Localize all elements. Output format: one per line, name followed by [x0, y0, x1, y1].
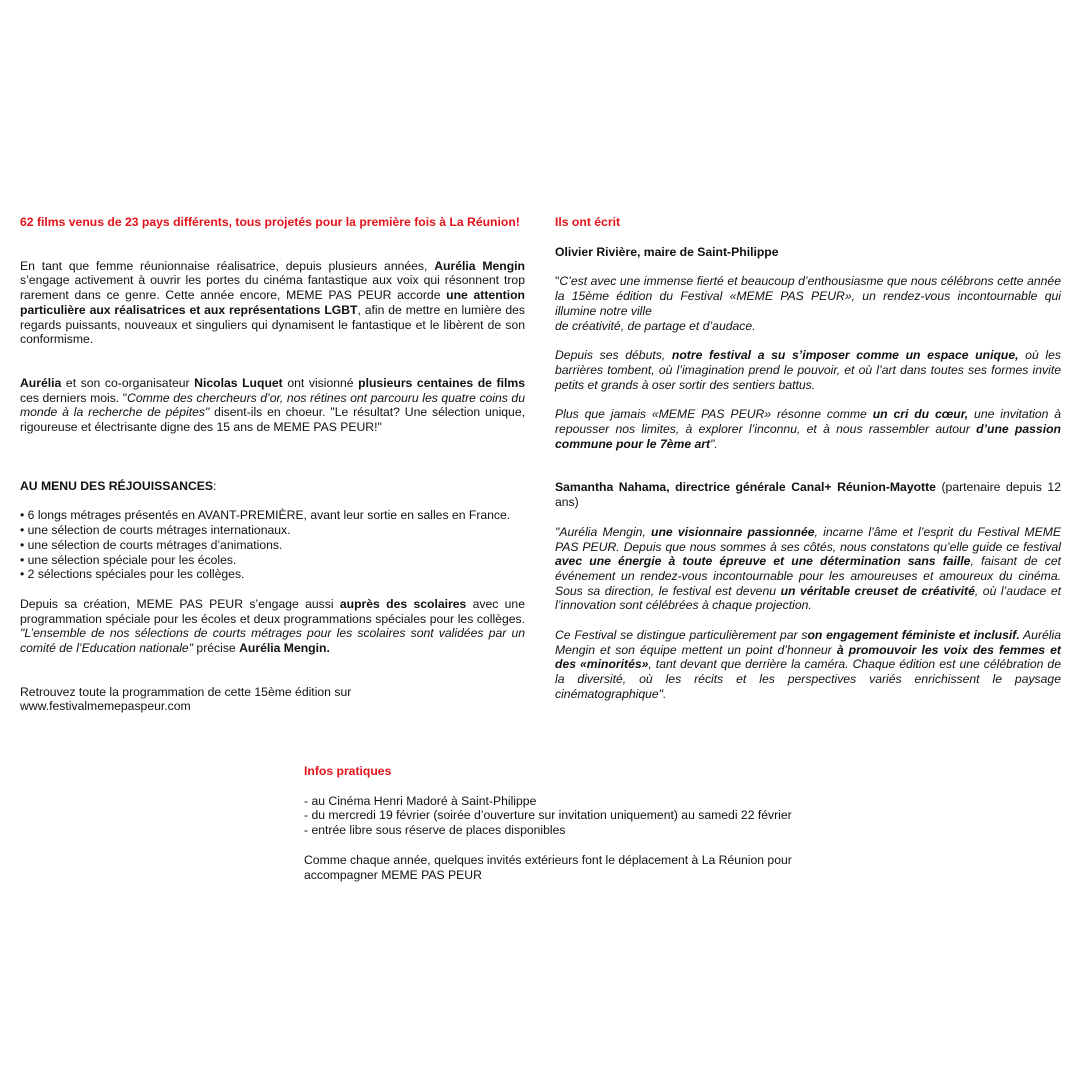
- schools-paragraph: Depuis sa création, MEME PAS PEUR s’engage aussi auprès des scolaires avec une programmation spéciale pour les écoles et deux programmations spéciales pour les collèges. "L’ensemble de nos sélections de courts métrages pour les scolaires sont validées par un comité de l’Education nationale" précise Aurélia Mengin.: [20, 596, 525, 656]
- quote-1-part-a: "C’est avec une immense fierté et beaucoup d’enthousiasme que nous célébrons cette année la 15ème édition du Festival «MEME PAS PEUR», un rendez-vous incontournable qui illumine notre ville de créativité, de partage et d’audace.: [555, 274, 1061, 333]
- quote-author-1: Olivier Rivière, maire de Saint-Philippe: [555, 244, 779, 259]
- menu-title: AU MENU DES RÉJOUISSANCES:: [20, 478, 217, 493]
- menu-item: • une sélection de courts métrages internationaux.: [20, 523, 291, 538]
- quote-1-part-c: Plus que jamais «MEME PAS PEUR» résonne comme un cri du cœur, une invitation à repousser nos limites, à explorer l’inconnu, et à nous rassembler autour d’une passion commune pour le 7ème art".: [555, 407, 1061, 451]
- menu-item: • une sélection spéciale pour les écoles.: [20, 552, 237, 567]
- left-column: [20, 215, 525, 714]
- closing-note: Comme chaque année, quelques invités extérieurs font le déplacement à La Réunion pour accompagner MEME PAS PEUR: [304, 852, 792, 882]
- program-footer: Retrouvez toute la programmation de cette 15ème édition sur www.festivalmemepaspeur.com: [20, 684, 352, 714]
- menu-item: • 6 longs métrages présentés en AVANT-PREMIÈRE, avant leur sortie en salles en France.: [20, 508, 511, 523]
- quote-2-part-b: Ce Festival se distingue particulièrement par son engagement féministe et inclusif. Aurélia Mengin et son équipe mettent un point d’honneur à promouvoir les voix des femmes et des «minorités», tant devant que derrière la caméra. Chaque édition est une célébration de la diversité, où les récits et les perspectives variés enrichissent le paysage cinématographique".: [555, 628, 1061, 701]
- left-headline: 62 films venus de 23 pays différents, tous projetés pour la première fois à La Réunion!: [20, 215, 520, 229]
- practical-info-headline: Infos pratiques: [304, 764, 392, 778]
- quote-2-part-a: "Aurélia Mengin, une visionnaire passionnée, incarne l’âme et l’esprit du Festival MEME PAS PEUR. Depuis que nous sommes à ses côtés, nous constatons qu’elle guide ce festival avec une énergie à toute épreuve et une détermination sans faille, faisant de cet événement un rendez-vous incontournable pour les amoureuses et amoureux du cinéma. Sous sa direction, le festival est devenu un véritable creuset de créativité, où l’audace et l’innovation sont célébrées à chaque projection.: [555, 524, 1061, 613]
- quote-author-2: Samantha Nahama, directrice générale Canal+ Réunion-Mayotte (partenaire depuis 12 ans): [555, 480, 1061, 510]
- menu-item: • une sélection de courts métrages d’animations.: [20, 537, 283, 552]
- menu-item: • 2 sélections spéciales pour les collèges.: [20, 567, 245, 582]
- info-item: - au Cinéma Henri Madoré à Saint-Philippe: [304, 793, 537, 808]
- selection-paragraph: Aurélia et son co-organisateur Nicolas Luquet ont visionné plusieurs centaines de films ces derniers mois. "Comme des chercheurs d’or, nos rétines ont parcouru les quatre coins du monde à la recherche de pépites" disent-ils en choeur. "Le résultat? Une sélection unique, rigoureuse et électrisante digne des 15 ans de MEME PAS PEUR!": [20, 375, 525, 435]
- right-headline: Ils ont écrit: [555, 215, 621, 229]
- right-column: [555, 215, 1061, 702]
- info-item: - du mercredi 19 février (soirée d’ouverture sur invitation uniquement) au samedi 22 février: [304, 808, 792, 823]
- intro-paragraph: En tant que femme réunionnaise réalisatrice, depuis plusieurs années, Aurélia Mengin s’engage activement à ouvrir les portes du cinéma fantastique aux voix qui résonnent trop rarement dans ce genre. Cette année encore, MEME PAS PEUR accorde une attention particulière aux réalisatrices et aux représentations LGBT, afin de mettre en lumière des regards puissants, nouveaux et singuliers qui dynamisent le fantastique et le libèrent de son conformisme.: [20, 258, 525, 347]
- quote-1-part-b: Depuis ses débuts, notre festival a su s’imposer comme un espace unique, où les barrières tombent, où l’imagination prend le pouvoir, et où l’art dans toutes ses formes invite petits et grands à oser sortir des sentiers battus.: [555, 348, 1061, 392]
- practical-info-block: [304, 764, 810, 882]
- info-item: - entrée libre sous réserve de places disponibles: [304, 823, 566, 838]
